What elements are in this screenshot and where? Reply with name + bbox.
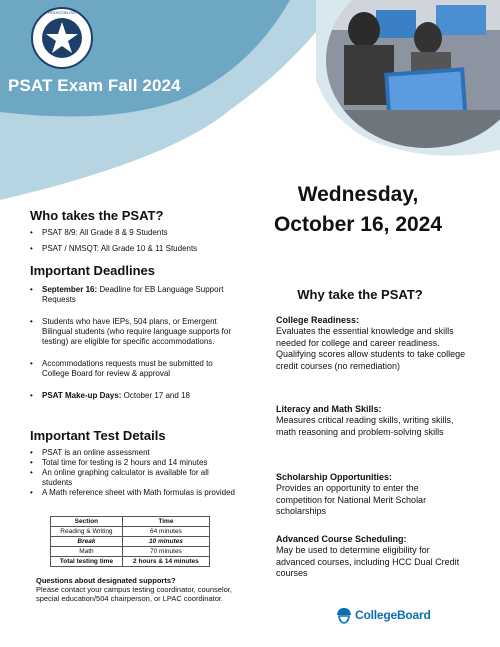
list-item-text: Accommodations requests must be submitted to College Board for review & approval	[42, 359, 213, 378]
exam-date	[248, 180, 468, 240]
list-item-bold: September 16:	[42, 285, 98, 294]
section-title: College Readiness:	[276, 315, 360, 325]
section-title: Advanced Course Scheduling:	[276, 534, 407, 544]
list-item-text: October 17 and 18	[121, 391, 190, 400]
list-item-text: Deadline for EB Language Support Requests	[42, 285, 224, 304]
who-list	[30, 228, 240, 254]
deadlines-heading: Important Deadlines	[30, 263, 155, 278]
deadlines-list	[30, 285, 240, 401]
table-cell: 70 minutes	[122, 547, 209, 557]
section-body: Evaluates the essential knowledge and skills needed for college and career readiness. Qualifying scores allow students to take college credit courses (no remediation)	[276, 326, 466, 371]
questions-title: Questions about designated supports?	[36, 576, 176, 585]
list-item-text: Students who have IEPs, 504 plans, or Emergent Bilingual students (who require language supports for testing) are eligible for specific accommodations.	[42, 317, 232, 346]
table-cell: Break	[51, 537, 123, 547]
list-item	[30, 391, 240, 401]
list-item	[30, 285, 240, 305]
section-body: Measures critical reading skills, writing skills, math reasoning and problem-solving skills	[276, 415, 454, 437]
table-row	[51, 527, 210, 537]
questions-body: Please contact your campus testing coordinator, counselor, special education/504 chairperson, or LPAC coordinator.	[36, 585, 232, 603]
collegeboard-logo	[336, 606, 431, 624]
table-row	[51, 537, 210, 547]
list-item: • PSAT is an online assessment	[30, 448, 240, 458]
section-title: Scholarship Opportunities:	[276, 472, 393, 482]
collegeboard-wordmark: CollegeBoard	[355, 608, 431, 622]
list-item: • PSAT 8/9: All Grade 8 & 9 Students	[30, 228, 240, 238]
table-header: Section	[51, 517, 123, 527]
exam-date-weekday: Wednesday,	[297, 183, 419, 206]
table-header-row	[51, 517, 210, 527]
table-header: Time	[122, 517, 209, 527]
test-time-table	[50, 516, 210, 567]
table-cell: Math	[51, 547, 123, 557]
list-item: • An online graphing calculator is available for all students	[30, 468, 240, 488]
table-cell: Reading & Writing	[51, 527, 123, 537]
table-cell: 2 hours & 14 minutes	[122, 557, 209, 567]
section-body: Provides an opportunity to enter the competition for National Merit Scholar scholarships	[276, 483, 427, 516]
section-title: Literacy and Math Skills:	[276, 404, 382, 414]
section-body: May be used to determine eligibility for advanced courses, including HCC Dual Credit courses	[276, 545, 460, 578]
details-heading: Important Test Details	[30, 428, 166, 443]
table-row	[51, 557, 210, 567]
table-cell: Total testing time	[51, 557, 123, 567]
svg-text:HOUSTON ISD: HOUSTON ISD	[48, 10, 76, 15]
list-item: • Total time for testing is 2 hours and 14 minutes	[30, 458, 240, 468]
list-item: • PSAT / NMSQT: All Grade 10 & 11 Students	[30, 244, 240, 254]
list-item	[30, 317, 240, 347]
list-item-bold: PSAT Make-up Days:	[42, 391, 122, 400]
students-computer-photo	[316, 0, 500, 148]
why-heading: Why take the PSAT?	[297, 287, 423, 302]
details-list	[30, 448, 240, 498]
acorn-icon	[336, 606, 352, 624]
table-cell: 64 minutes	[122, 527, 209, 537]
table-row	[51, 547, 210, 557]
list-item	[30, 359, 240, 379]
district-seal-logo	[30, 6, 94, 70]
who-heading: Who takes the PSAT?	[30, 208, 164, 223]
list-item: • A Math reference sheet with Math formulas is provided	[30, 488, 240, 498]
exam-date-day: October 16, 2024	[273, 213, 443, 236]
table-cell: 10 minutes	[122, 537, 209, 547]
page-title: PSAT Exam Fall 2024	[8, 76, 181, 95]
